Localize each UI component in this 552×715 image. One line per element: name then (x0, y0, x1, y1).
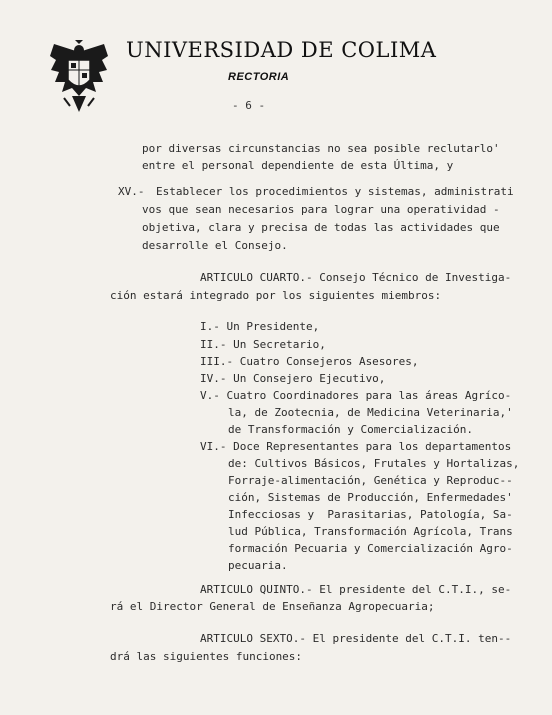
list-item-cont: lud Pública, Transformación Agrícola, Trans (228, 525, 513, 538)
list-item-cont: ción, Sistemas de Producción, Enfermedades' (228, 491, 513, 504)
list-item-cont: la, de Zootecnia, de Medicina Veterinaria,' (228, 406, 513, 419)
page-number: - 6 - (232, 99, 266, 112)
list-item: I.- Un Presidente, (200, 320, 320, 333)
university-name: UNIVERSIDAD DE COLIMA (126, 38, 437, 62)
list-item-cont: de Transformación y Comercialización. (228, 423, 474, 436)
article-heading: ARTICULO SEXTO.- El presidente del C.T.I. ten-- (200, 632, 512, 645)
list-item: II.- Un Secretario, (200, 338, 326, 351)
body-line: Establecer los procedimientos y sistemas, administrati (156, 185, 514, 198)
article-heading: ARTICULO QUINTO.- El presidente del C.T.I., se- (200, 583, 512, 596)
body-line: drá las siguientes funciones: (110, 650, 303, 663)
body-line: ción estará integrado por los siguientes miembros: (110, 289, 442, 302)
list-item: VI.- Doce Representantes para los departamentos (200, 440, 512, 453)
body-line: desarrolle el Consejo. (142, 239, 288, 252)
office-name: RECTORIA (228, 71, 290, 83)
item-label-xv: XV.- (118, 185, 145, 198)
body-line: entre el personal dependiente de esta Última, y (142, 159, 454, 172)
list-item-cont: Infecciosas y Parasitarias, Patología, Sa- (228, 508, 513, 521)
list-item-cont: de: Cultivos Básicos, Frutales y Hortalizas, (228, 457, 520, 470)
body-line: objetiva, clara y precisa de todas las actividades que (142, 221, 500, 234)
list-item: IV.- Un Consejero Ejecutivo, (200, 372, 386, 385)
body-line: vos que sean necesarios para lograr una operatividad - (142, 203, 500, 216)
article-heading: ARTICULO CUARTO.- Consejo Técnico de Investiga- (200, 271, 512, 284)
list-item-cont: pecuaria. (228, 559, 288, 572)
list-item: V.- Cuatro Coordinadores para las áreas Agríco- (200, 389, 512, 402)
body-line: rá el Director General de Enseñanza Agropecuaria; (110, 600, 435, 613)
list-item: III.- Cuatro Consejeros Asesores, (200, 355, 419, 368)
list-item-cont: formación Pecuaria y Comercialización Agro- (228, 542, 513, 555)
list-item-cont: Forraje-alimentación, Genética y Reproduc-- (228, 474, 513, 487)
university-seal-icon (48, 40, 110, 114)
body-line: por diversas circunstancias no sea posible reclutarlo' (142, 142, 500, 155)
